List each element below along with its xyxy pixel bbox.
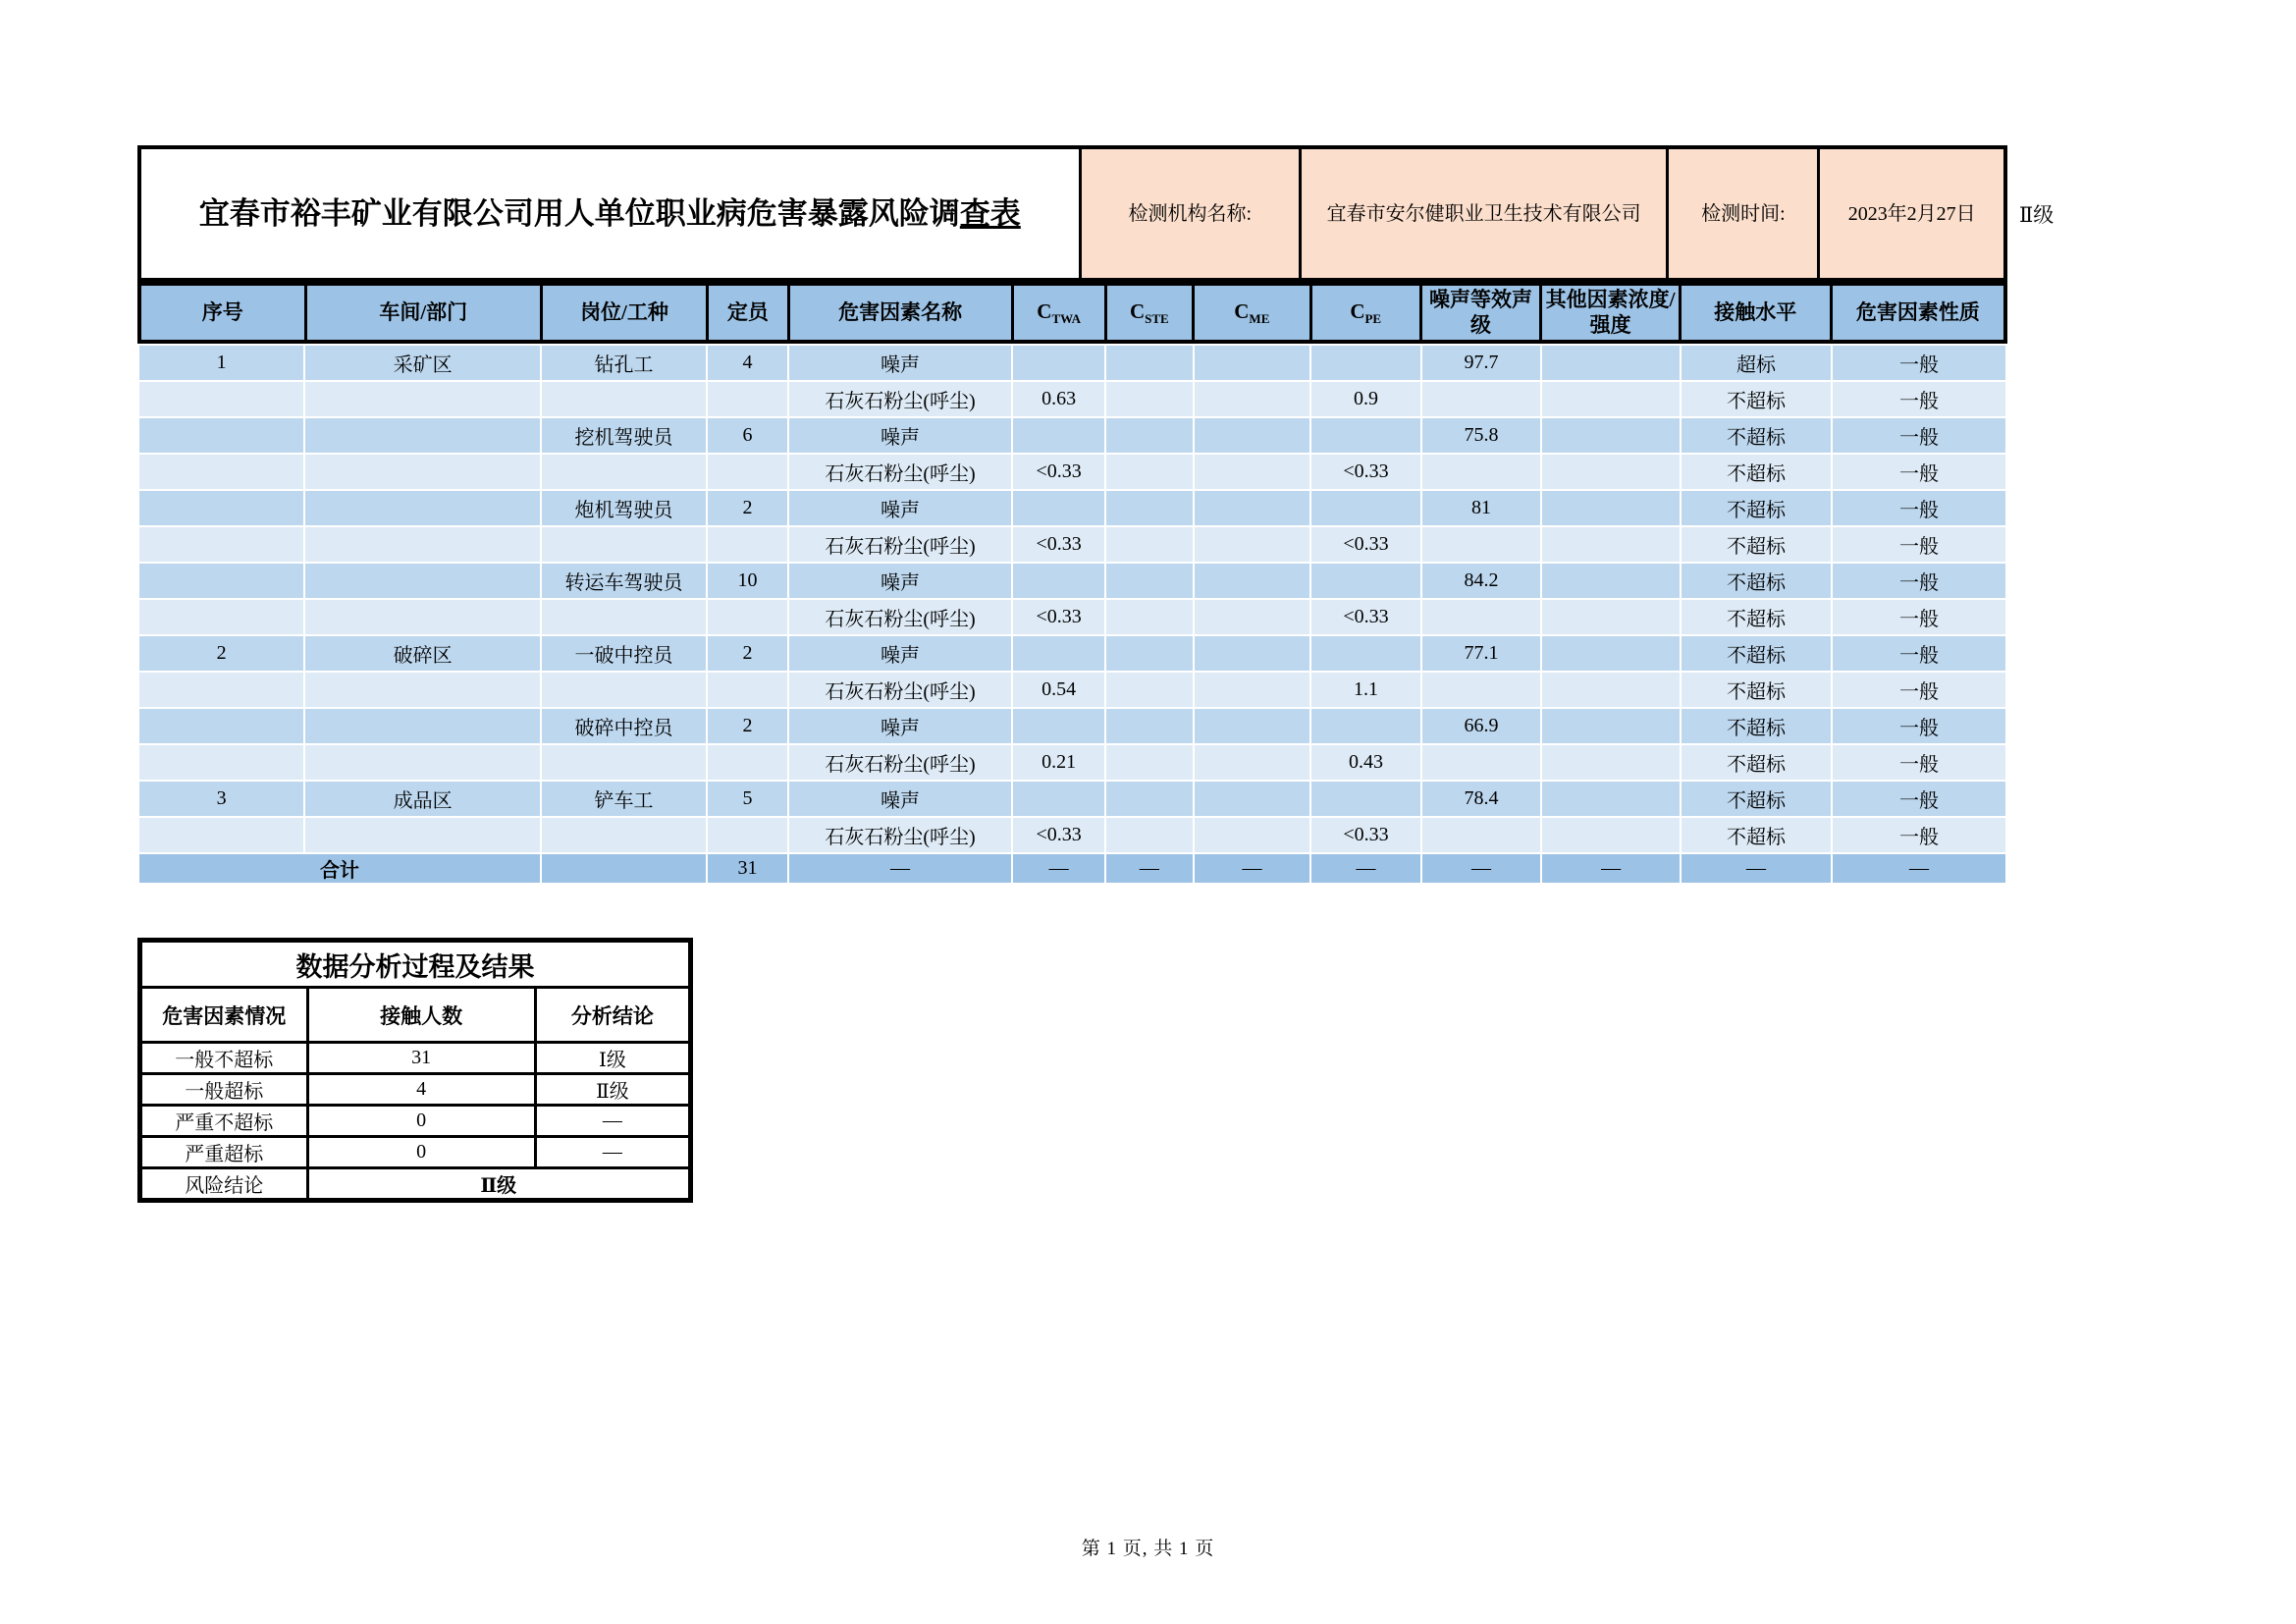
table-row xyxy=(138,526,2006,563)
cell-post: 挖机驾驶员 xyxy=(541,417,707,454)
cell-post: 一破中控员 xyxy=(541,635,707,672)
table-row xyxy=(138,635,2006,672)
cell-department: 采矿区 xyxy=(304,345,541,381)
cell-noise-level: 66.9 xyxy=(1421,708,1542,744)
cell-index xyxy=(138,526,304,563)
cell-post xyxy=(541,526,707,563)
cell-factor: 噪声 xyxy=(788,490,1012,526)
total-row xyxy=(138,853,2006,884)
col-staff: 定员 xyxy=(708,284,789,342)
cell-noise-level: 78.4 xyxy=(1421,781,1542,817)
cell-factor-nature: 一般 xyxy=(1832,417,2006,454)
cell-cste xyxy=(1105,817,1193,853)
cell-exposure-level: 不超标 xyxy=(1681,672,1832,708)
cell-ctwa: 0.21 xyxy=(1012,744,1105,781)
cell-other-factor xyxy=(1541,563,1681,599)
cell-index xyxy=(138,563,304,599)
cell-other-factor xyxy=(1541,781,1681,817)
main-table-area xyxy=(137,145,2007,885)
cell-department: 破碎区 xyxy=(304,635,541,672)
total-post xyxy=(541,853,707,884)
cell-cme xyxy=(1194,345,1311,381)
cell-ctwa: <0.33 xyxy=(1012,454,1105,490)
cell-factor-nature: 一般 xyxy=(1832,672,2006,708)
cell-cste xyxy=(1105,526,1193,563)
cell-factor: 石灰石粉尘(呼尘) xyxy=(788,672,1012,708)
cell-ctwa xyxy=(1012,708,1105,744)
col-cme: $C_{ME}$ xyxy=(1193,284,1310,342)
cell-noise-level xyxy=(1421,817,1542,853)
cell-factor: 石灰石粉尘(呼尘) xyxy=(788,744,1012,781)
cell-noise-level xyxy=(1421,454,1542,490)
cell-other-factor xyxy=(1541,381,1681,417)
cell-post: 铲车工 xyxy=(541,781,707,817)
col-department: 车间/部门 xyxy=(305,284,541,342)
analysis-area xyxy=(137,938,693,1203)
cell-post: 破碎中控员 xyxy=(541,708,707,744)
cell-cpe xyxy=(1310,781,1420,817)
cell-department xyxy=(304,490,541,526)
cell-post xyxy=(541,599,707,635)
table-row xyxy=(138,672,2006,708)
cell-post xyxy=(541,817,707,853)
analysis-cell-count: 4 xyxy=(307,1074,535,1106)
cell-index xyxy=(138,454,304,490)
col-index: 序号 xyxy=(139,284,305,342)
cell-exposure-level: 不超标 xyxy=(1681,490,1832,526)
analysis-row xyxy=(140,1043,691,1074)
cell-cpe xyxy=(1310,490,1420,526)
cell-cme xyxy=(1194,454,1311,490)
cell-index xyxy=(138,672,304,708)
cell-noise-level: 81 xyxy=(1421,490,1542,526)
time-value: 2023年2月27日 xyxy=(1819,147,2005,280)
cell-post: 钻孔工 xyxy=(541,345,707,381)
cell-factor-nature: 一般 xyxy=(1832,817,2006,853)
main-table-header xyxy=(137,282,2007,344)
cell-cpe xyxy=(1310,417,1420,454)
page-title xyxy=(139,147,1080,280)
cell-index xyxy=(138,817,304,853)
cell-exposure-level: 不超标 xyxy=(1681,417,1832,454)
analysis-col-conclusion: 分析结论 xyxy=(535,988,690,1043)
cell-staff: 6 xyxy=(707,417,788,454)
cell-other-factor xyxy=(1541,744,1681,781)
cell-index: 3 xyxy=(138,781,304,817)
time-label: 检测时间: xyxy=(1668,147,1819,280)
analysis-title: 数据分析过程及结果 xyxy=(140,941,691,988)
cell-department xyxy=(304,563,541,599)
cell-factor: 石灰石粉尘(呼尘) xyxy=(788,817,1012,853)
cell-factor-nature: 一般 xyxy=(1832,563,2006,599)
cell-ctwa xyxy=(1012,563,1105,599)
cell-cpe: <0.33 xyxy=(1310,454,1420,490)
cell-index xyxy=(138,417,304,454)
cell-factor: 噪声 xyxy=(788,417,1012,454)
cell-factor-nature: 一般 xyxy=(1832,781,2006,817)
cell-factor-nature: 一般 xyxy=(1832,381,2006,417)
cell-cste xyxy=(1105,417,1193,454)
total-cme: — xyxy=(1194,853,1311,884)
footer-page-number: 第 1 页, 共 1 页 xyxy=(1081,1539,1215,1559)
cell-exposure-level: 不超标 xyxy=(1681,744,1832,781)
col-cpe: $C_{PE}$ xyxy=(1310,284,1420,342)
cell-staff: 2 xyxy=(707,635,788,672)
analysis-conclusion-label: 风险结论 xyxy=(140,1168,308,1201)
cell-other-factor xyxy=(1541,345,1681,381)
analysis-cell-situation: 一般不超标 xyxy=(140,1043,308,1074)
cell-ctwa xyxy=(1012,345,1105,381)
cell-noise-level xyxy=(1421,526,1542,563)
cell-exposure-level: 不超标 xyxy=(1681,454,1832,490)
analysis-cell-conclusion: — xyxy=(535,1106,690,1137)
cell-ctwa: <0.33 xyxy=(1012,817,1105,853)
cell-factor-nature: 一般 xyxy=(1832,635,2006,672)
cell-cpe xyxy=(1310,635,1420,672)
cell-cste xyxy=(1105,345,1193,381)
cell-department xyxy=(304,672,541,708)
analysis-cell-conclusion: Ⅰ级 xyxy=(535,1043,690,1074)
cell-cme xyxy=(1194,417,1311,454)
cell-department xyxy=(304,599,541,635)
cell-post: 转运车驾驶员 xyxy=(541,563,707,599)
table-row xyxy=(138,817,2006,853)
cell-staff xyxy=(707,526,788,563)
cell-cste xyxy=(1105,381,1193,417)
table-row xyxy=(138,599,2006,635)
cell-cme xyxy=(1194,526,1311,563)
cell-other-factor xyxy=(1541,817,1681,853)
analysis-conclusion-row xyxy=(140,1168,691,1201)
cell-cme xyxy=(1194,817,1311,853)
cell-factor: 噪声 xyxy=(788,635,1012,672)
table-row xyxy=(138,708,2006,744)
cell-cpe: 0.9 xyxy=(1310,381,1420,417)
cell-cste xyxy=(1105,672,1193,708)
total-cste: — xyxy=(1105,853,1193,884)
table-row xyxy=(138,345,2006,381)
table-row xyxy=(138,381,2006,417)
main-table-body xyxy=(137,344,2007,885)
cell-other-factor xyxy=(1541,672,1681,708)
top-header-block xyxy=(137,145,2007,282)
analysis-table xyxy=(137,938,693,1203)
cell-department xyxy=(304,381,541,417)
cell-other-factor xyxy=(1541,526,1681,563)
cell-index xyxy=(138,599,304,635)
analysis-cell-situation: 严重不超标 xyxy=(140,1106,308,1137)
cell-exposure-level: 不超标 xyxy=(1681,381,1832,417)
cell-cme xyxy=(1194,381,1311,417)
cell-factor-nature: 一般 xyxy=(1832,345,2006,381)
cell-cme xyxy=(1194,599,1311,635)
cell-factor-nature: 一般 xyxy=(1832,490,2006,526)
cell-post xyxy=(541,454,707,490)
cell-noise-level xyxy=(1421,381,1542,417)
analysis-row xyxy=(140,1074,691,1106)
cell-other-factor xyxy=(1541,708,1681,744)
grade-badge: Ⅱ级 xyxy=(2019,202,2055,227)
table-row xyxy=(138,490,2006,526)
analysis-row xyxy=(140,1137,691,1168)
total-factor: — xyxy=(788,853,1012,884)
cell-cme xyxy=(1194,672,1311,708)
cell-cpe: <0.33 xyxy=(1310,599,1420,635)
cell-factor-nature: 一般 xyxy=(1832,744,2006,781)
page-title-line2: 查表 xyxy=(959,195,1021,231)
cell-noise-level: 77.1 xyxy=(1421,635,1542,672)
cell-cme xyxy=(1194,781,1311,817)
cell-factor: 噪声 xyxy=(788,345,1012,381)
cell-ctwa xyxy=(1012,490,1105,526)
cell-noise-level: 84.2 xyxy=(1421,563,1542,599)
cell-cme xyxy=(1194,744,1311,781)
total-ctwa: — xyxy=(1012,853,1105,884)
analysis-col-count: 接触人数 xyxy=(307,988,535,1043)
cell-ctwa: <0.33 xyxy=(1012,599,1105,635)
total-factor-nature: — xyxy=(1832,853,2006,884)
total-noise-level: — xyxy=(1421,853,1542,884)
cell-cme xyxy=(1194,563,1311,599)
cell-noise-level xyxy=(1421,672,1542,708)
cell-noise-level xyxy=(1421,599,1542,635)
cell-noise-level: 97.7 xyxy=(1421,345,1542,381)
cell-noise-level xyxy=(1421,744,1542,781)
analysis-cell-situation: 严重超标 xyxy=(140,1137,308,1168)
cell-staff: 10 xyxy=(707,563,788,599)
cell-exposure-level: 超标 xyxy=(1681,345,1832,381)
cell-cpe: <0.33 xyxy=(1310,817,1420,853)
cell-factor: 石灰石粉尘(呼尘) xyxy=(788,526,1012,563)
table-row xyxy=(138,417,2006,454)
cell-cpe xyxy=(1310,345,1420,381)
cell-department: 成品区 xyxy=(304,781,541,817)
cell-index: 2 xyxy=(138,635,304,672)
total-label: 合计 xyxy=(138,853,541,884)
cell-cpe: 1.1 xyxy=(1310,672,1420,708)
cell-other-factor xyxy=(1541,599,1681,635)
col-factor: 危害因素名称 xyxy=(788,284,1012,342)
analysis-cell-count: 0 xyxy=(307,1106,535,1137)
analysis-cell-count: 31 xyxy=(307,1043,535,1074)
cell-cme xyxy=(1194,635,1311,672)
cell-index: 1 xyxy=(138,345,304,381)
cell-noise-level: 75.8 xyxy=(1421,417,1542,454)
cell-staff: 5 xyxy=(707,781,788,817)
table-row xyxy=(138,744,2006,781)
col-ctwa: $C_{TWA}$ xyxy=(1012,284,1105,342)
agency-label: 检测机构名称: xyxy=(1080,147,1300,280)
cell-exposure-level: 不超标 xyxy=(1681,635,1832,672)
col-noise-level: 噪声等效声级 xyxy=(1420,284,1541,342)
cell-factor: 噪声 xyxy=(788,708,1012,744)
cell-ctwa xyxy=(1012,781,1105,817)
cell-cpe xyxy=(1310,708,1420,744)
cell-factor: 噪声 xyxy=(788,781,1012,817)
cell-post xyxy=(541,672,707,708)
cell-department xyxy=(304,708,541,744)
cell-cste xyxy=(1105,563,1193,599)
cell-factor: 石灰石粉尘(呼尘) xyxy=(788,381,1012,417)
cell-index xyxy=(138,744,304,781)
col-exposure-level: 接触水平 xyxy=(1680,284,1831,342)
cell-cste xyxy=(1105,454,1193,490)
analysis-conclusion-value: Ⅱ级 xyxy=(307,1168,690,1201)
cell-staff: 2 xyxy=(707,708,788,744)
total-other-factor: — xyxy=(1541,853,1681,884)
cell-exposure-level: 不超标 xyxy=(1681,526,1832,563)
col-cste: $C_{STE}$ xyxy=(1105,284,1193,342)
cell-other-factor xyxy=(1541,490,1681,526)
total-exposure-level: — xyxy=(1681,853,1832,884)
cell-ctwa xyxy=(1012,635,1105,672)
cell-post xyxy=(541,381,707,417)
cell-ctwa: <0.33 xyxy=(1012,526,1105,563)
cell-factor: 石灰石粉尘(呼尘) xyxy=(788,599,1012,635)
analysis-col-situation: 危害因素情况 xyxy=(140,988,308,1043)
cell-staff xyxy=(707,672,788,708)
cell-index xyxy=(138,490,304,526)
analysis-cell-situation: 一般超标 xyxy=(140,1074,308,1106)
cell-cpe: <0.33 xyxy=(1310,526,1420,563)
cell-factor: 石灰石粉尘(呼尘) xyxy=(788,454,1012,490)
cell-exposure-level: 不超标 xyxy=(1681,563,1832,599)
cell-staff: 4 xyxy=(707,345,788,381)
cell-department xyxy=(304,454,541,490)
cell-exposure-level: 不超标 xyxy=(1681,817,1832,853)
agency-value: 宜春市安尔健职业卫生技术有限公司 xyxy=(1300,147,1667,280)
cell-index xyxy=(138,708,304,744)
cell-staff xyxy=(707,599,788,635)
total-staff: 31 xyxy=(707,853,788,884)
cell-staff xyxy=(707,817,788,853)
col-other-factor: 其他因素浓度/强度 xyxy=(1541,284,1681,342)
analysis-cell-conclusion: — xyxy=(535,1137,690,1168)
page-title-line1: 宜春市裕丰矿业有限公司用人单位职业病危害暴露风险调 xyxy=(198,195,960,231)
cell-factor-nature: 一般 xyxy=(1832,454,2006,490)
cell-other-factor xyxy=(1541,417,1681,454)
cell-post: 炮机驾驶员 xyxy=(541,490,707,526)
cell-department xyxy=(304,417,541,454)
cell-post xyxy=(541,744,707,781)
cell-staff xyxy=(707,454,788,490)
cell-staff: 2 xyxy=(707,490,788,526)
analysis-header-row xyxy=(140,988,691,1043)
cell-staff xyxy=(707,744,788,781)
cell-cme xyxy=(1194,490,1311,526)
col-post: 岗位/工种 xyxy=(541,284,707,342)
cell-cme xyxy=(1194,708,1311,744)
cell-other-factor xyxy=(1541,635,1681,672)
cell-ctwa: 0.63 xyxy=(1012,381,1105,417)
cell-index xyxy=(138,381,304,417)
cell-department xyxy=(304,526,541,563)
cell-cpe: 0.43 xyxy=(1310,744,1420,781)
cell-other-factor xyxy=(1541,454,1681,490)
cell-cste xyxy=(1105,635,1193,672)
cell-factor-nature: 一般 xyxy=(1832,526,2006,563)
analysis-cell-count: 0 xyxy=(307,1137,535,1168)
cell-ctwa xyxy=(1012,417,1105,454)
cell-exposure-level: 不超标 xyxy=(1681,708,1832,744)
table-row xyxy=(138,563,2006,599)
cell-cpe xyxy=(1310,563,1420,599)
cell-cste xyxy=(1105,708,1193,744)
cell-cste xyxy=(1105,490,1193,526)
cell-factor-nature: 一般 xyxy=(1832,599,2006,635)
analysis-row xyxy=(140,1106,691,1137)
cell-cste xyxy=(1105,744,1193,781)
table-row xyxy=(138,454,2006,490)
table-row xyxy=(138,781,2006,817)
analysis-cell-conclusion: Ⅱ级 xyxy=(535,1074,690,1106)
cell-exposure-level: 不超标 xyxy=(1681,781,1832,817)
cell-exposure-level: 不超标 xyxy=(1681,599,1832,635)
col-factor-nature: 危害因素性质 xyxy=(1831,284,2005,342)
total-cpe: — xyxy=(1310,853,1420,884)
cell-staff xyxy=(707,381,788,417)
cell-department xyxy=(304,744,541,781)
cell-cste xyxy=(1105,781,1193,817)
cell-factor: 噪声 xyxy=(788,563,1012,599)
cell-ctwa: 0.54 xyxy=(1012,672,1105,708)
cell-factor-nature: 一般 xyxy=(1832,708,2006,744)
cell-department xyxy=(304,817,541,853)
cell-cste xyxy=(1105,599,1193,635)
